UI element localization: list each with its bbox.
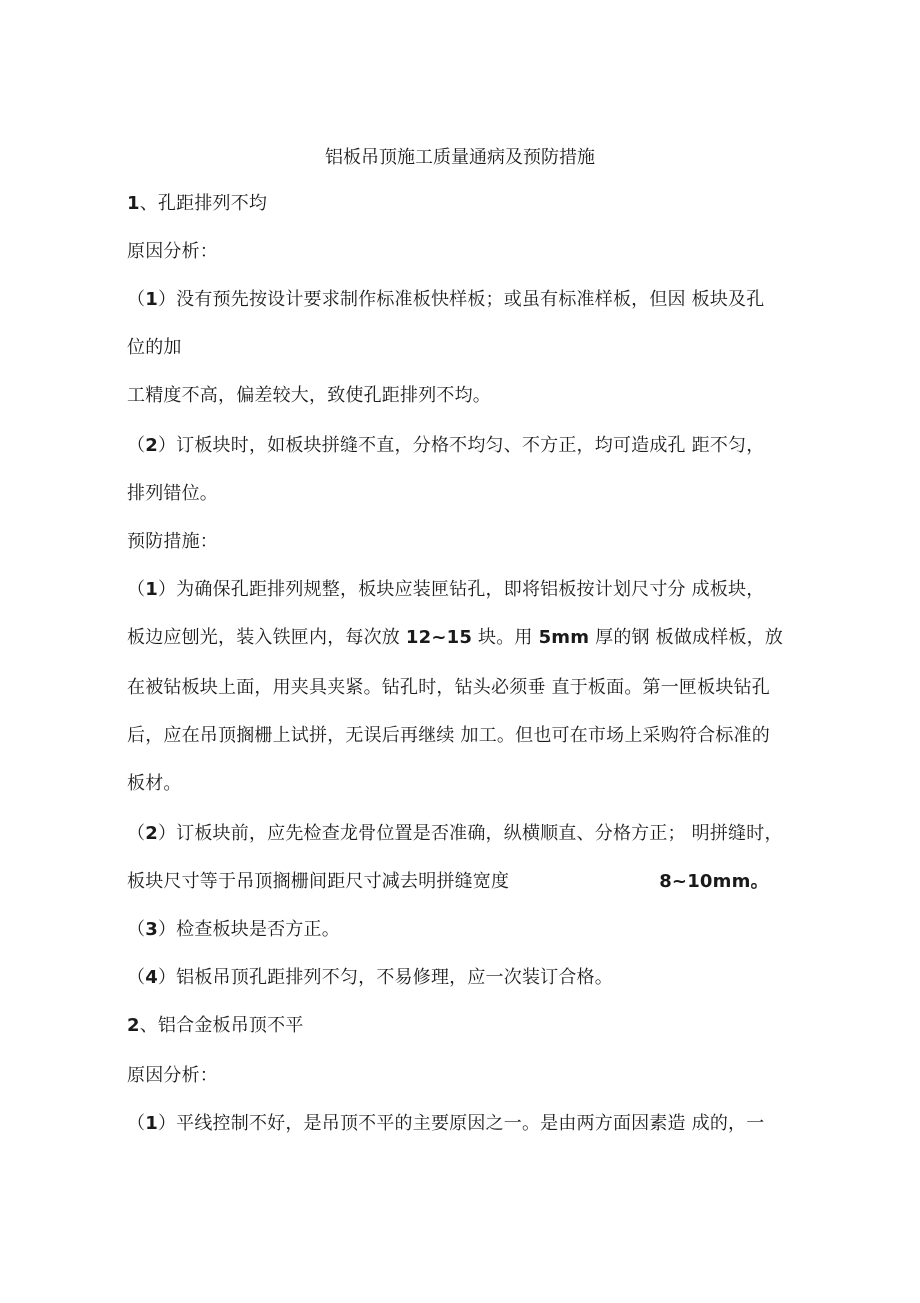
paragraph-line [127,288,764,312]
item-number: 2 [145,435,158,456]
paragraph-text: 厚的钢 板做成样板，放 [589,627,784,648]
cause-label: 原因分析： [127,241,218,262]
paragraph-line [127,918,340,942]
item-number: 1 [145,1113,158,1134]
paragraph-text: 。 [750,871,769,892]
paragraph-line: 板材。 [127,773,182,794]
paragraph-line [127,822,783,846]
section-number: 1 [127,193,140,214]
paren-open: （ [127,823,146,844]
paragraph-text: 板块尺寸等于吊顶搁栅间距尺寸减去明拼缝宽度 [127,871,510,892]
width-value: 8~10mm [659,871,751,892]
paren-close: ） [157,967,177,988]
cause-label: 原因分析： [127,1065,218,1086]
document-title: 铝板吊顶施工质量通病及预防措施 [325,147,595,168]
paragraph-line: 位的加 [127,337,182,358]
section-heading [127,192,267,216]
thickness-value: 5mm [538,627,590,648]
paren-close: ） [157,823,177,844]
paren-close: ） [157,289,177,310]
item-number: 4 [145,967,158,988]
item-number: 3 [145,919,158,940]
paragraph-text: 块。用 [472,627,539,648]
paragraph-line [127,1112,764,1136]
item-number: 1 [145,579,158,600]
paragraph-text: 铝板吊顶孔距排列不匀，不易修理，应一次装订合格。 [176,967,613,988]
paren-close: ） [157,435,177,456]
paren-open: （ [127,967,146,988]
paragraph-line: 排列错位。 [127,483,218,504]
item-number: 1 [145,289,158,310]
paren-close: ） [157,1113,177,1134]
paragraph-text: 平线控制不好，是吊顶不平的主要原因之一。是由两方面因素造 成的，一 [176,1113,765,1134]
paragraph-text: 订板块前，应先检查龙骨位置是否准确，纵横顺直、分格方正； 明拼缝时， [176,823,783,844]
section-heading-text: 、孔距排列不均 [139,193,268,214]
paren-open: （ [127,919,146,940]
paragraph-text: 没有预先按设计要求制作标准板快样板；或虽有标准样板，但因 板块及孔 [176,289,765,310]
paragraph-line: 工精度不高，偏差较大，致使孔距排列不均。 [127,385,491,406]
paragraph-line [127,870,769,894]
paren-open: （ [127,289,146,310]
prevention-label: 预防措施： [127,531,218,552]
paragraph-text: 为确保孔距排列规整，板块应装匣钻孔，即将铝板按计划尺寸分 成板块， [176,579,765,600]
paragraph-line: 后，应在吊顶搁栅上试拼，无误后再继续 加工。但也可在市场上采购符合标准的 [127,725,770,746]
paren-close: ） [157,579,177,600]
item-number: 2 [145,823,158,844]
section-number: 2 [127,1015,140,1036]
paren-close: ） [157,919,177,940]
paren-open: （ [127,1113,146,1134]
paragraph-line [127,626,783,650]
paragraph-line: 在被钻板块上面，用夹具夹紧。钻孔时，钻头必须垂 直于板面。第一匣板块钻孔 [127,677,770,698]
paragraph-line [127,578,764,602]
section-heading [127,1014,304,1038]
paragraph-text: 板边应刨光，装入铁匣内，每次放 [127,627,406,648]
paragraph-text: 检查板块是否方正。 [176,919,340,940]
quantity-value: 12~15 [405,627,473,648]
paragraph-text: 订板块时，如板块拼缝不直，分格不均匀、不方正，均可造成孔 距不匀， [176,435,765,456]
paren-open: （ [127,579,146,600]
paragraph-line [127,434,764,458]
paren-open: （ [127,435,146,456]
section-heading-text: 、铝合金板吊顶不平 [139,1015,304,1036]
paragraph-line [127,966,613,990]
